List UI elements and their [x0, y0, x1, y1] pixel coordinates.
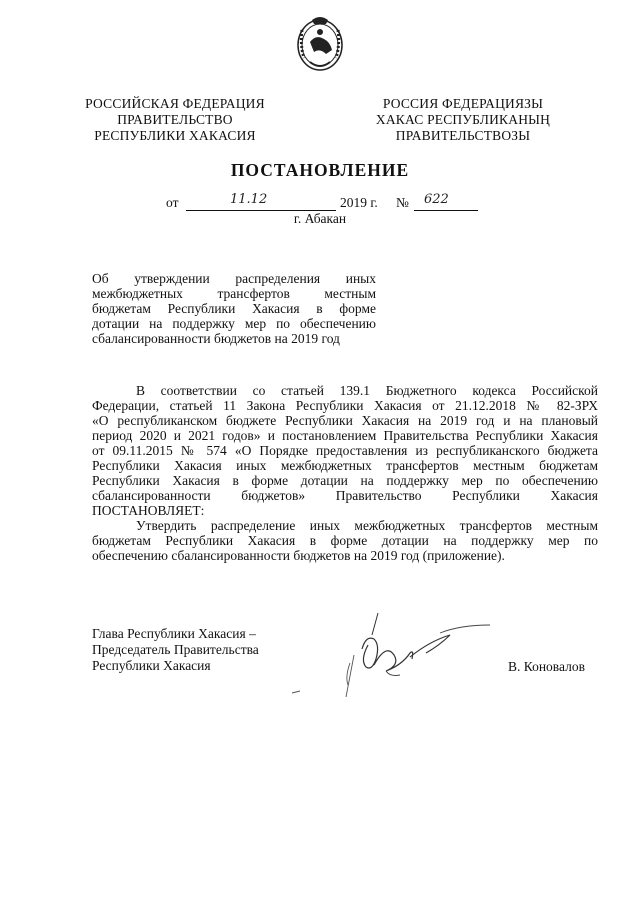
city: г. Абакан [293, 211, 347, 226]
resolution-line: бюджетам Республики Хакасия в форме дотации на поддержку мер по [92, 533, 598, 548]
header-left-line-2: ПРАВИТЕЛЬСТВО [117, 112, 233, 127]
header-right-line-2: ХАКАС РЕСПУБЛИКАНЫҢ [375, 112, 551, 127]
preamble-line: от 09.11.2015 № 574 «О Порядке предоставления из республиканского бюджета [92, 443, 598, 458]
signatory-title [92, 626, 312, 674]
header-left-line-3: РЕСПУБЛИКИ ХАКАСИЯ [94, 128, 256, 143]
number-label: № [396, 195, 409, 210]
date-handwritten: 11.12 [230, 192, 268, 207]
number-handwritten: 622 [424, 192, 449, 207]
preamble [92, 383, 598, 563]
date-prefix: от [166, 195, 179, 210]
document-title: ПОСТАНОВЛЕНИЕ [230, 160, 410, 180]
preamble-line: Республики Хакасия иных межбюджетных трансфертов местным бюджетам [92, 458, 598, 473]
preamble-line: Федерации, статьей 11 Закона Республики Хакасия от 21.12.2018 № 82-ЗРХ [92, 398, 598, 413]
signatory-title-line-1: Глава Республики Хакасия – [92, 626, 256, 641]
resolution-line: обеспечению сбалансированности бюджетов на 2019 год (приложение). [92, 548, 505, 563]
header-right [368, 96, 558, 144]
date-year: 2019 г. [340, 195, 378, 210]
subject-line: бюджетам Республики Хакасия в форме [92, 301, 376, 316]
subject-block [92, 271, 376, 346]
resolution-line: Утвердить распределение иных межбюджетных трансфертов местным [136, 518, 598, 533]
subject-line: Об утверждении распределения иных [92, 271, 376, 286]
handwritten-signature-icon [290, 605, 500, 705]
subject-line: межбюджетных трансфертов местным [92, 286, 376, 301]
preamble-line: период 2020 и 2021 годов» и постановлением Правительства Республики Хакасия [92, 428, 598, 443]
signatory-title-line-3: Республики Хакасия [92, 658, 211, 673]
subject-line: сбалансированности бюджетов на 2019 год [92, 331, 340, 346]
preamble-line: Республики Хакасия в форме дотации на поддержку мер по обеспечению [92, 473, 598, 488]
header-right-line-1: РОССИЯ ФЕДЕРАЦИЯЗЫ [382, 96, 544, 111]
signatory-name: В. Коновалов [508, 659, 585, 674]
preamble-line: В соответствии со статьей 139.1 Бюджетного кодекса Российской [136, 383, 598, 398]
header-left [80, 96, 270, 144]
coat-of-arms-icon [290, 12, 350, 74]
preamble-line: сбалансированности бюджетов» Правительство Республики Хакасия [92, 488, 598, 503]
preamble-line: ПОСТАНОВЛЯЕТ: [92, 503, 205, 518]
header-left-line-1: РОССИЙСКАЯ ФЕДЕРАЦИЯ [85, 96, 265, 111]
preamble-line: «О республиканском бюджете Республики Хакасия на 2019 год и на плановый [92, 413, 598, 428]
signatory-title-line-2: Председатель Правительства [92, 642, 259, 657]
header-right-line-3: ПРАВИТЕЛЬСТВОЗЫ [395, 128, 531, 143]
subject-line: дотации на поддержку мер по обеспечению [92, 316, 376, 331]
